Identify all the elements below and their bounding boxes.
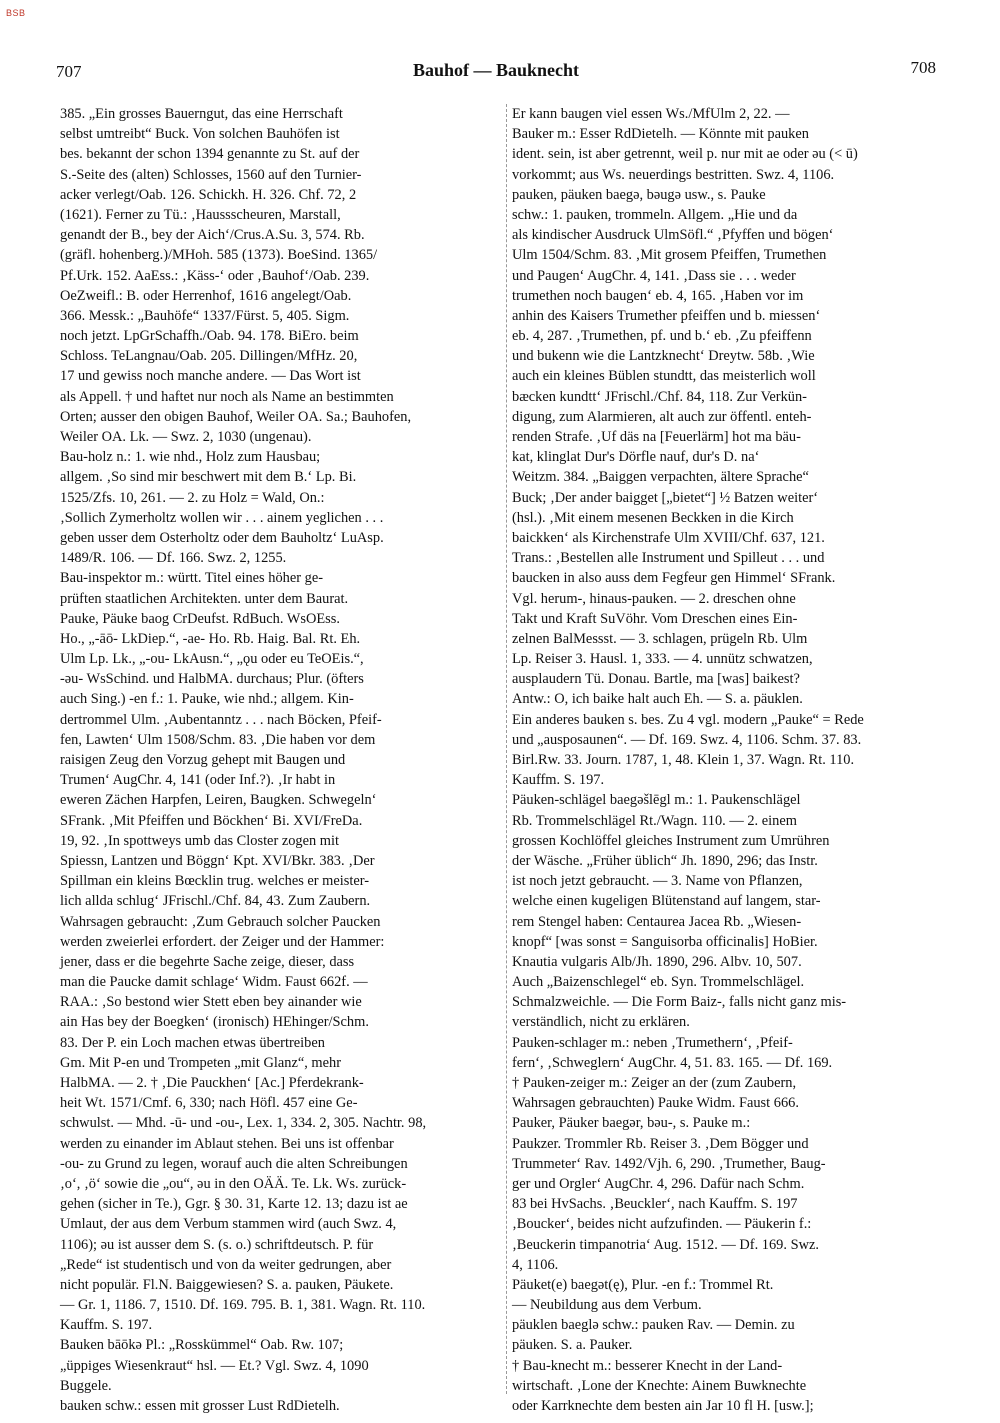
text-line: raisigen Zeug den Vorzug gehept mit Baugen und [60, 752, 346, 768]
text-line: päuken. S. a. Pauker. [512, 1337, 633, 1354]
text-line: Pf.Urk. 152. AaEss.: ‚Käss-‘ oder ‚Bauhof‘/Oab. 239. [60, 267, 370, 284]
text-line: welche einen kugeligen Blütenstand auf langem, star- [512, 893, 821, 910]
text-line: man die Paucke damit schlage‘ Widm. Faust 662f. — [60, 974, 368, 991]
text-line: S.-Seite des (alten) Schlosses, 1560 auf den Turnier- [60, 166, 362, 183]
text-line: 17 und gewiss noch manche andere. — Das Wort ist [60, 368, 361, 385]
text-line: 83. Der P. ein Loch machen etwas übertreiben [60, 1034, 325, 1051]
text-line: Paukzer. Trommler Rb. Reiser 3. ‚Dem Bögger und [512, 1135, 809, 1152]
text-line: jener, dass er die begehrte Sache zeige, dieser, dass [60, 953, 355, 970]
text-line: ‚Beuckerin timpanotria‘ Aug. 1512. — Df. 169. Swz. [512, 1236, 819, 1253]
text-line: Wahrsagen gebraucht: ‚Zum Gebrauch solcher Paucken [60, 913, 381, 930]
text-line: fern‘, ‚Schweglern‘ AugChr. 4, 51. 83. 165. — Df. 169. [512, 1054, 833, 1071]
text-line: selbst umtreibt“ Buck. Von solchen Bauhöfen ist [60, 126, 340, 143]
text-line: Trummeter‘ Rav. 1492/Vjh. 6, 290. ‚Trumether, Baug- [512, 1155, 826, 1172]
text-line: als Appell. † und haftet nur noch als Name an bestimmten [60, 388, 394, 405]
text-line: ist noch jetzt gebraucht. — 3. Name von Pflanzen, [512, 873, 803, 890]
text-line: Gm. Mit P-en und Trompeten „mit Glanz“, mehr [60, 1054, 341, 1071]
column-divider [506, 104, 507, 1394]
text-line: und „ausposaunen“. — Df. 169. Swz. 4, 1106. Schm. 37. 83. [512, 731, 862, 748]
text-line: der Wäsche. „Früher üblich“ Jh. 1890, 296; das Instr. [512, 852, 818, 869]
right-column [512, 104, 932, 1414]
text-line: genandt der B., bey der Aich‘/Crus.A.Su. 3, 574. Rb. [60, 227, 365, 244]
text-line: SFrank. ‚Mit Pfeiffen und Böckhen‘ Bi. XVI/FreDa. [60, 812, 363, 829]
text-line: und bukenn wie die Lantzknecht‘ Dreytw. 58b. ‚Wie [512, 348, 815, 365]
text-line: 1489/R. 106. — Df. 166. Swz. 2, 1255. [60, 550, 287, 567]
text-line: oder Karrknechte dem besten ain Jar 10 fl H. [usw.]; [512, 1398, 814, 1414]
text-line: knopf“ [was sonst = Sanguisorba officinalis] HoBier. [512, 933, 818, 950]
text-line: Trans.: ‚Bestellen alle Instrument und Spilleut . . . und [512, 550, 825, 567]
text-line: Päuket(e) baegət(ę), Plur. -en f.: Trommel Rt. [512, 1276, 774, 1293]
text-line: ‚o‘, ‚ö‘ sowie die „ou“, əu in den OÄÄ. Te. Lk. Ws. zurück- [60, 1175, 407, 1192]
text-line: Buck; ‚Der ander baigget [„bietet“] ½ Batzen weiter‘ [512, 489, 819, 506]
text-line: lich allda schlug‘ JFrischl./Chf. 84, 43. Zum Zaubern. [60, 893, 371, 910]
text-line: Trumen‘ AugChr. 4, 141 (oder Inf.?). ‚Ir habt in [60, 772, 336, 789]
text-line: RAA.: ‚So bestond wier Stett eben bey ainander wie [60, 994, 362, 1011]
left-column [60, 104, 500, 1414]
text-line: bæcken kundtt‘ JFrischl./Chf. 84, 118. Zur Verkün- [512, 388, 807, 405]
text-line: OeZweifl.: B. oder Herrenhof, 1616 angelegt/Oab. [60, 287, 352, 304]
text-line: Knautia vulgaris Alb/Jh. 1890, 296. Albv. 10, 507. [512, 953, 802, 970]
text-line: (hsl.). ‚Mit einem mesenen Beckken in die Kirch [512, 509, 794, 526]
text-line: als kindischer Ausdruck UlmSöfl.“ ‚Pfyffen und bögen‘ [512, 227, 834, 244]
text-line: ain Has bey der Boegken‘ (ironisch) HEhinger/Schm. [60, 1014, 369, 1031]
page-number-left: 707 [56, 62, 82, 81]
text-line: werden zweierlei erfordert. der Zeiger und der Hammer: [60, 933, 385, 950]
text-line: renden Strafe. ‚Uf däs na [Feuerlärm] hot ma bäu- [512, 429, 801, 445]
text-line: Umlaut, der aus dem Verbum stammen wird (auch Swz. 4, [60, 1216, 397, 1233]
text-line: Spiessn, Lantzen und Böggn‘ Kpt. XVI/Bkr. 383. ‚Der [60, 852, 375, 869]
text-line: Buggele. [60, 1377, 112, 1394]
text-line: auch Sing.) -en f.: 1. Pauke, wie nhd.; allgem. Kin- [60, 691, 354, 708]
text-line: rem Stengel haben: Centaurea Jacea Rb. „Wiesen- [512, 913, 802, 930]
text-line: Pauker, Päuker baegər, bəu-, s. Pauke m.: [512, 1115, 751, 1132]
text-line: Ulm Lp. Lk., „-ou- LkAusn.“, „ǫu oder eu TeOEis.“, [60, 651, 364, 668]
text-line: Pauken-schlager m.: neben ‚Trumethern‘, ‚Pfeif- [512, 1034, 793, 1051]
text-line: Bauker m.: Esser RdDietelh. — Könnte mit pauken [512, 126, 809, 143]
text-line: baucken in also auss dem Fegfeur gen Himmel‘ SFrank. [512, 570, 836, 587]
text-line: noch jetzt. LpGrSchaffh./Oab. 94. 178. BiEro. beim [60, 328, 359, 345]
text-line: Orten; ausser den obigen Bauhof, Weiler OA. Sa.; Bauhofen, [60, 408, 412, 425]
text-line: zelnen BalMessst. — 3. schlagen, prügeln Rb. Ulm [512, 630, 808, 647]
text-line: Pauke, Päuke baog CrDeufst. RdBuch. WsOEss. [60, 610, 340, 627]
text-line: Wahrsagen gebrauchten) Pauke Widm. Faust 666. [512, 1095, 799, 1112]
text-line: ger und Orgler‘ AugChr. 4, 296. Dafür nach Schm. [512, 1175, 805, 1192]
text-line: dertrommel Ulm. ‚Aubentanntz . . . nach Böcken, Pfeif- [60, 711, 382, 728]
page-header [56, 56, 936, 86]
text-line: grossen Kochlöffel gleiches Instrument zum Umrühren [512, 832, 830, 849]
text-line: HalbMA. — 2. † ‚Die Pauckhen‘ [Ac.] Pferdekrank- [60, 1075, 364, 1091]
text-line: ident. sein, ist aber getrennt, weil p. nur mit ae oder əu (< ū) [512, 146, 858, 163]
text-line: ‚Boucker‘, beides nicht aufzufinden. — Päukerin f.: [512, 1216, 812, 1233]
page-number-right: 708 [910, 58, 936, 77]
text-line: bauken schw.: essen mit grosser Lust RdDietelh. [60, 1398, 340, 1414]
text-line: allgem. ‚So sind mir beschwert mit dem B.‘ Lp. Bi. [60, 469, 357, 486]
text-line: — Neubildung aus dem Verbum. [512, 1297, 702, 1314]
running-title: Bauhof — Bauknecht [412, 60, 580, 80]
text-line: gehen (sicher in Te.), Ggr. § 30. 31, Karte 12. 13; dazu ist ae [60, 1196, 408, 1213]
text-line: 19, 92. ‚In spottweys umb das Closter zogen mit [60, 832, 339, 849]
text-line: schwulst. — Mhd. -ū- und -ou-, Lex. 1, 334. 2, 305. Nachtr. 98, [60, 1115, 427, 1132]
text-line: eb. 4, 287. ‚Trumethen, pf. und b.‘ eb. ‚Zu pfeiffenn [512, 328, 812, 345]
text-line: baickken‘ als Kirchenstrafe Ulm XVIII/Chf. 637, 121. [512, 529, 825, 546]
text-line: digung, zum Alarmieren, alt auch zur öffentl. enteh- [512, 408, 812, 425]
text-line: Päuken-schlägel baegəšlēgl m.: 1. Paukenschlägel [512, 792, 801, 809]
text-line: trumethen noch baugen‘ eb. 4, 165. ‚Haben vor im [512, 287, 804, 304]
text-line: „üppiges Wiesenkraut“ hsl. — Et.? Vgl. Swz. 4, 1090 [60, 1357, 369, 1374]
text-line: kat, klinglat Dur's Dörfle nauf, dur's D. na‘ [512, 449, 760, 466]
text-line: schw.: 1. pauken, trommeln. Allgem. „Hie und da [512, 206, 798, 223]
text-line: prüften staatlichen Architekten. unter dem Baurat. [60, 590, 349, 607]
text-line: anhin des Kaisers Trumether pfeiffen und b. miessen‘ [512, 307, 821, 324]
text-line: Rb. Trommelschlägel Rt./Wagn. 110. — 2. einem [512, 812, 797, 829]
text-line: verständlich, nicht zu erklären. [512, 1014, 690, 1031]
text-line: -əu- WsSchind. und HalbMA. durchaus; Plur. (öfters [60, 671, 364, 688]
text-line: Bauken bāōkə Pl.: „Rosskümmel“ Oab. Rw. 107; [60, 1337, 344, 1354]
text-line: Takt und Kraft SuVöhr. Vom Dreschen eines Ein- [512, 610, 798, 627]
text-line: Weitzm. 384. „Baiggen verpachten, ältere Sprache“ [512, 469, 809, 486]
text-line: 1106); əu ist ausser dem S. (s. o.) schriftdeutsch. P. für [60, 1236, 374, 1253]
text-line: fen, Lawten‘ Ulm 1508/Schm. 83. ‚Die haben vor dem [60, 731, 376, 748]
text-line: 4, 1106. [512, 1256, 559, 1273]
text-line: acker verlegt/Oab. 126. Schickh. H. 326. Chf. 72, 2 [60, 186, 357, 203]
text-line: -ou- zu Grund zu legen, worauf auch die alten Schreibungen [60, 1155, 408, 1172]
text-line: vorkommt; aus Ws. neuerdings bestritten. Swz. 4, 1106. [512, 166, 835, 183]
text-line: Bau-holz n.: 1. wie nhd., Holz zum Hausbau; [60, 449, 321, 466]
text-line: „Rede“ ist studentisch und von da weiter gedrungen, aber [60, 1256, 392, 1273]
text-line: geben usser dem Osterholtz oder dem Bauholtz‘ LuAsp. [60, 529, 384, 546]
text-line: ausplaudern Tü. Donau. Bartle, ma [was] baikest? [512, 671, 800, 688]
text-line: wirtschaft. ‚Lone der Knechte: Ainem Buwknechte [512, 1377, 807, 1394]
text-line: Er kann baugen viel essen Ws./MfUlm 2, 22. — [512, 106, 790, 122]
text-line: Kauffm. S. 197. [512, 772, 605, 789]
text-line: nicht populär. Fl.N. Baiggewiesen? S. a. pauken, Päukete. [60, 1276, 394, 1293]
text-line: auch ein kleines Büblen stundtt, das meisterlich woll [512, 368, 816, 385]
library-stamp: BSB [6, 8, 26, 18]
text-line: (1621). Ferner zu Tü.: ‚Haussscheuren, Marstall, [60, 206, 341, 223]
text-line: Weiler OA. Lk. — Swz. 2, 1030 (ungenau). [60, 429, 312, 445]
text-line: heit Wt. 1571/Cmf. 6, 330; nach Höfl. 457 eine Ge- [60, 1095, 358, 1112]
text-line: Bau-inspektor m.: württ. Titel eines höher ge- [60, 570, 323, 587]
text-line: pauken, päuken baegə, bəugə usw., s. Pauke [512, 186, 766, 203]
text-line: † Bau-knecht m.: besserer Knecht in der Land- [512, 1357, 783, 1374]
text-line: Birl.Rw. 33. Journ. 1787, 1, 48. Klein 1, 37. Wagn. Rt. 110. [512, 752, 855, 768]
text-line: Schloss. TeLangnau/Oab. 205. Dillingen/MfHz. 20, [60, 348, 358, 365]
text-line: Ulm 1504/Schm. 83. ‚Mit grosem Pfeiffen, Trumethen [512, 247, 827, 264]
text-line: Schmalzweichle. — Die Form Baiz-, falls nicht ganz mis- [512, 994, 847, 1011]
text-line: und Paugen‘ AugChr. 4, 141. ‚Dass sie . . . weder [512, 267, 796, 284]
text-line: werden zu einander im Ablaut stehen. Bei uns ist offenbar [60, 1135, 394, 1152]
text-line: Ho., „-āō- LkDiep.“, -ae- Ho. Rb. Haig. Bal. Rt. Eh. [60, 630, 361, 647]
text-line: (gräfl. hohenberg.)/MHoh. 585 (1373). BoeSind. 1365/ [60, 247, 378, 264]
text-line: bes. bekannt der schon 1394 genannte zu St. auf der [60, 146, 360, 163]
text-line: Auch „Baizenschlegel“ eb. Syn. Trommelschlägel. [512, 974, 805, 991]
text-line: — Gr. 1, 1186. 7, 1510. Df. 169. 795. B. 1, 381. Wagn. Rt. 110. [60, 1297, 426, 1314]
text-line: Lp. Reiser 3. Hausl. 1, 333. — 4. unnütz schwatzen, [512, 651, 813, 668]
text-line: 366. Messk.: „Bauhöfe“ 1337/Fürst. 5, 405. Sigm. [60, 307, 350, 324]
text-line: Ein anderes bauken s. bes. Zu 4 vgl. modern „Pauke“ = Rede [512, 711, 864, 728]
text-line: 1525/Zfs. 10, 261. — 2. zu Holz = Wald, On.: [60, 489, 325, 506]
text-line: Vgl. herum-, hinaus-pauken. — 2. dreschen ohne [512, 590, 796, 607]
text-line: 83 bei HvSachs. ‚Beuckler‘, nach Kauffm. S. 197 [512, 1196, 798, 1213]
text-line: † Pauken-zeiger m.: Zeiger an der (zum Zaubern, [512, 1075, 797, 1091]
text-line: Antw.: O, ich baike halt auch Eh. — S. a. päuklen. [512, 691, 803, 708]
text-line: eweren Zächen Harpfen, Leiren, Baugken. Schwegeln‘ [60, 792, 377, 809]
text-line: Spillman ein kleins Bœcklin trug. welches er meister- [60, 873, 370, 890]
text-line: Kauffm. S. 197. [60, 1317, 153, 1334]
text-line: ‚Sollich Zymerholtz wollen wir . . . ainem yeglichen . . . [60, 509, 384, 526]
text-line: päuklen baeglə schw.: pauken Rav. — Demin. zu [512, 1317, 795, 1334]
text-line: 385. „Ein grosses Bauerngut, das eine Herrschaft [60, 106, 343, 122]
